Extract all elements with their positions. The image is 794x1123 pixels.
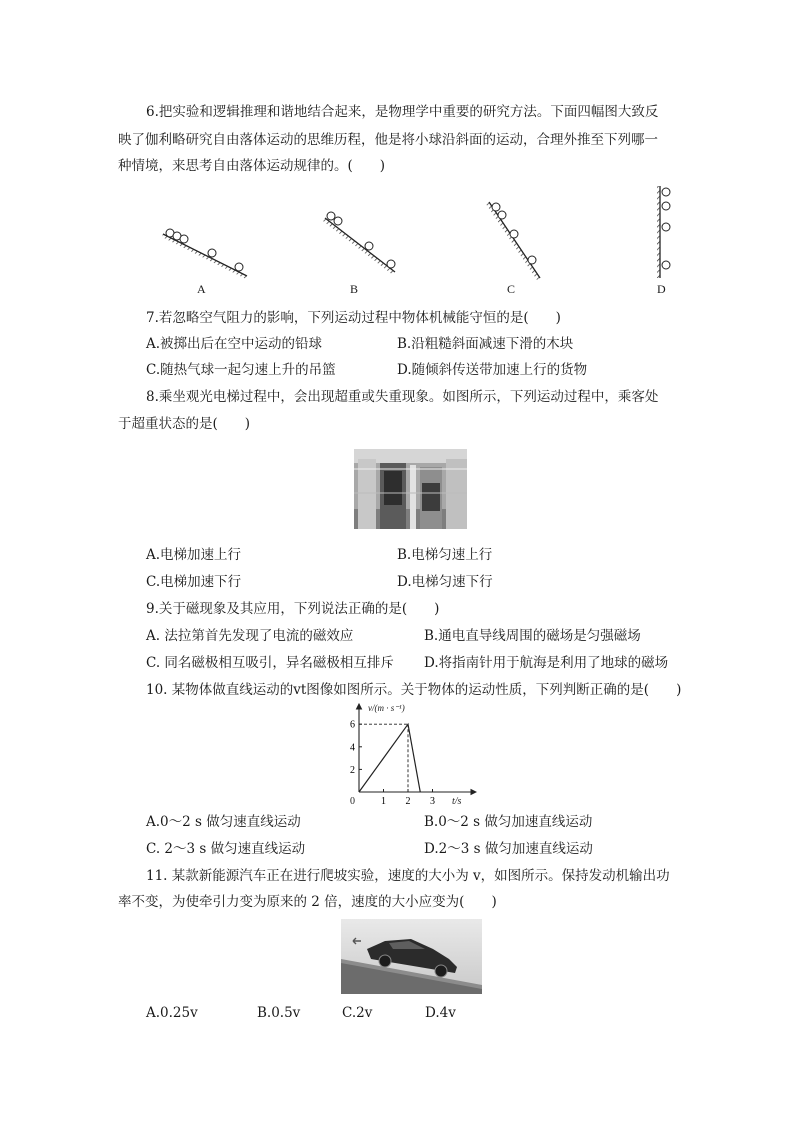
q7-option-b: B.沿粗糙斜面减速下滑的木块 bbox=[397, 336, 574, 352]
q8-option-c: C.电梯加速下行 bbox=[146, 574, 242, 590]
incline-c bbox=[486, 202, 540, 280]
q9-option-c: C. 同名磁极相互吸引，异名磁极相互排斥 bbox=[146, 655, 394, 671]
q8-line1: 8.乘坐观光电梯过程中，会出现超重或失重现象。如图所示，下列运动过程中，乘客处 bbox=[146, 389, 659, 405]
x-tick-label: 3 bbox=[430, 796, 435, 807]
q9-option-a: A. 法拉第首先发现了电流的磁效应 bbox=[146, 628, 354, 644]
q6-line3: 种情境，来思考自由落体运动规律的。( ) bbox=[118, 158, 386, 174]
q10-option-c: C. 2～3 s 做匀速直线运动 bbox=[146, 841, 306, 857]
x-tick-label: 2 bbox=[405, 796, 411, 807]
incline-figures bbox=[155, 180, 685, 300]
y-axis-label: v/(m · s⁻¹) bbox=[368, 703, 405, 713]
q8-option-b: B.电梯匀速上行 bbox=[397, 547, 493, 563]
incline-b bbox=[323, 212, 395, 275]
car-photo bbox=[341, 919, 482, 994]
y-tick-label: 4 bbox=[350, 742, 355, 754]
q11-line2: 率不变，为使牵引力变为原来的 2 倍，速度的大小应变为( ) bbox=[118, 894, 497, 910]
q10-option-a: A.0～2 s 做匀速直线运动 bbox=[146, 814, 301, 830]
elevator-photo bbox=[354, 449, 467, 529]
q11-option-c: C.2v bbox=[342, 1005, 373, 1021]
q10-stem: 10. 某物体做直线运动的vt图像如图所示。关于物体的运动性质，下列判断正确的是( ) bbox=[146, 682, 682, 698]
q9-stem: 9.关于磁现象及其应用，下列说法正确的是( ) bbox=[146, 601, 440, 617]
vt-chart bbox=[340, 700, 480, 810]
label-b: B bbox=[350, 282, 359, 296]
q6-line1: 6.把实验和逻辑推理和谐地结合起来，是物理学中重要的研究方法。下面四幅图大致反 bbox=[146, 104, 659, 120]
q11-option-a: A.0.25v bbox=[146, 1005, 198, 1021]
q11-option-b: B.0.5v bbox=[257, 1005, 301, 1021]
q9-option-b: B.通电直导线周围的磁场是匀强磁场 bbox=[424, 628, 641, 644]
origin-label: 0 bbox=[350, 796, 355, 807]
vt-series-line bbox=[359, 724, 420, 792]
q9-option-d: D.将指南针用于航海是利用了地球的磁场 bbox=[424, 655, 669, 671]
x-axis-label: t/s bbox=[452, 796, 462, 807]
y-tick-label: 2 bbox=[350, 764, 355, 776]
q7-option-a: A.被掷出后在空中运动的铅球 bbox=[146, 336, 323, 352]
incline-d bbox=[657, 186, 670, 278]
label-c: C bbox=[507, 282, 516, 296]
q8-option-d: D.电梯匀速下行 bbox=[397, 574, 493, 590]
q10-option-b: B.0～2 s 做匀加速直线运动 bbox=[424, 814, 593, 830]
x-tick-label: 1 bbox=[381, 796, 386, 807]
q8-option-a: A.电梯加速上行 bbox=[146, 547, 242, 563]
q7-option-c: C.随热气球一起匀速上升的吊篮 bbox=[146, 362, 336, 378]
q6-line2: 映了伽利略研究自由落体运动的思维历程，他是将小球沿斜面的运动，合理外推至下列哪一 bbox=[118, 132, 658, 148]
q11-option-d: D.4v bbox=[425, 1005, 456, 1021]
q7-option-d: D.随倾斜传送带加速上行的货物 bbox=[397, 362, 588, 378]
label-a: A bbox=[197, 282, 206, 296]
label-d: D bbox=[657, 282, 666, 296]
q8-line2: 于超重状态的是( ) bbox=[118, 416, 251, 432]
incline-a bbox=[162, 229, 247, 279]
q7-stem: 7.若忽略空气阻力的影响，下列运动过程中物体机械能守恒的是( ) bbox=[146, 310, 561, 326]
q11-line1: 11. 某款新能源汽车正在进行爬坡实验，速度的大小为 v，如图所示。保持发动机输出功 bbox=[146, 868, 670, 884]
y-tick-label: 6 bbox=[350, 719, 355, 731]
q10-option-d: D.2～3 s 做匀加速直线运动 bbox=[424, 841, 593, 857]
